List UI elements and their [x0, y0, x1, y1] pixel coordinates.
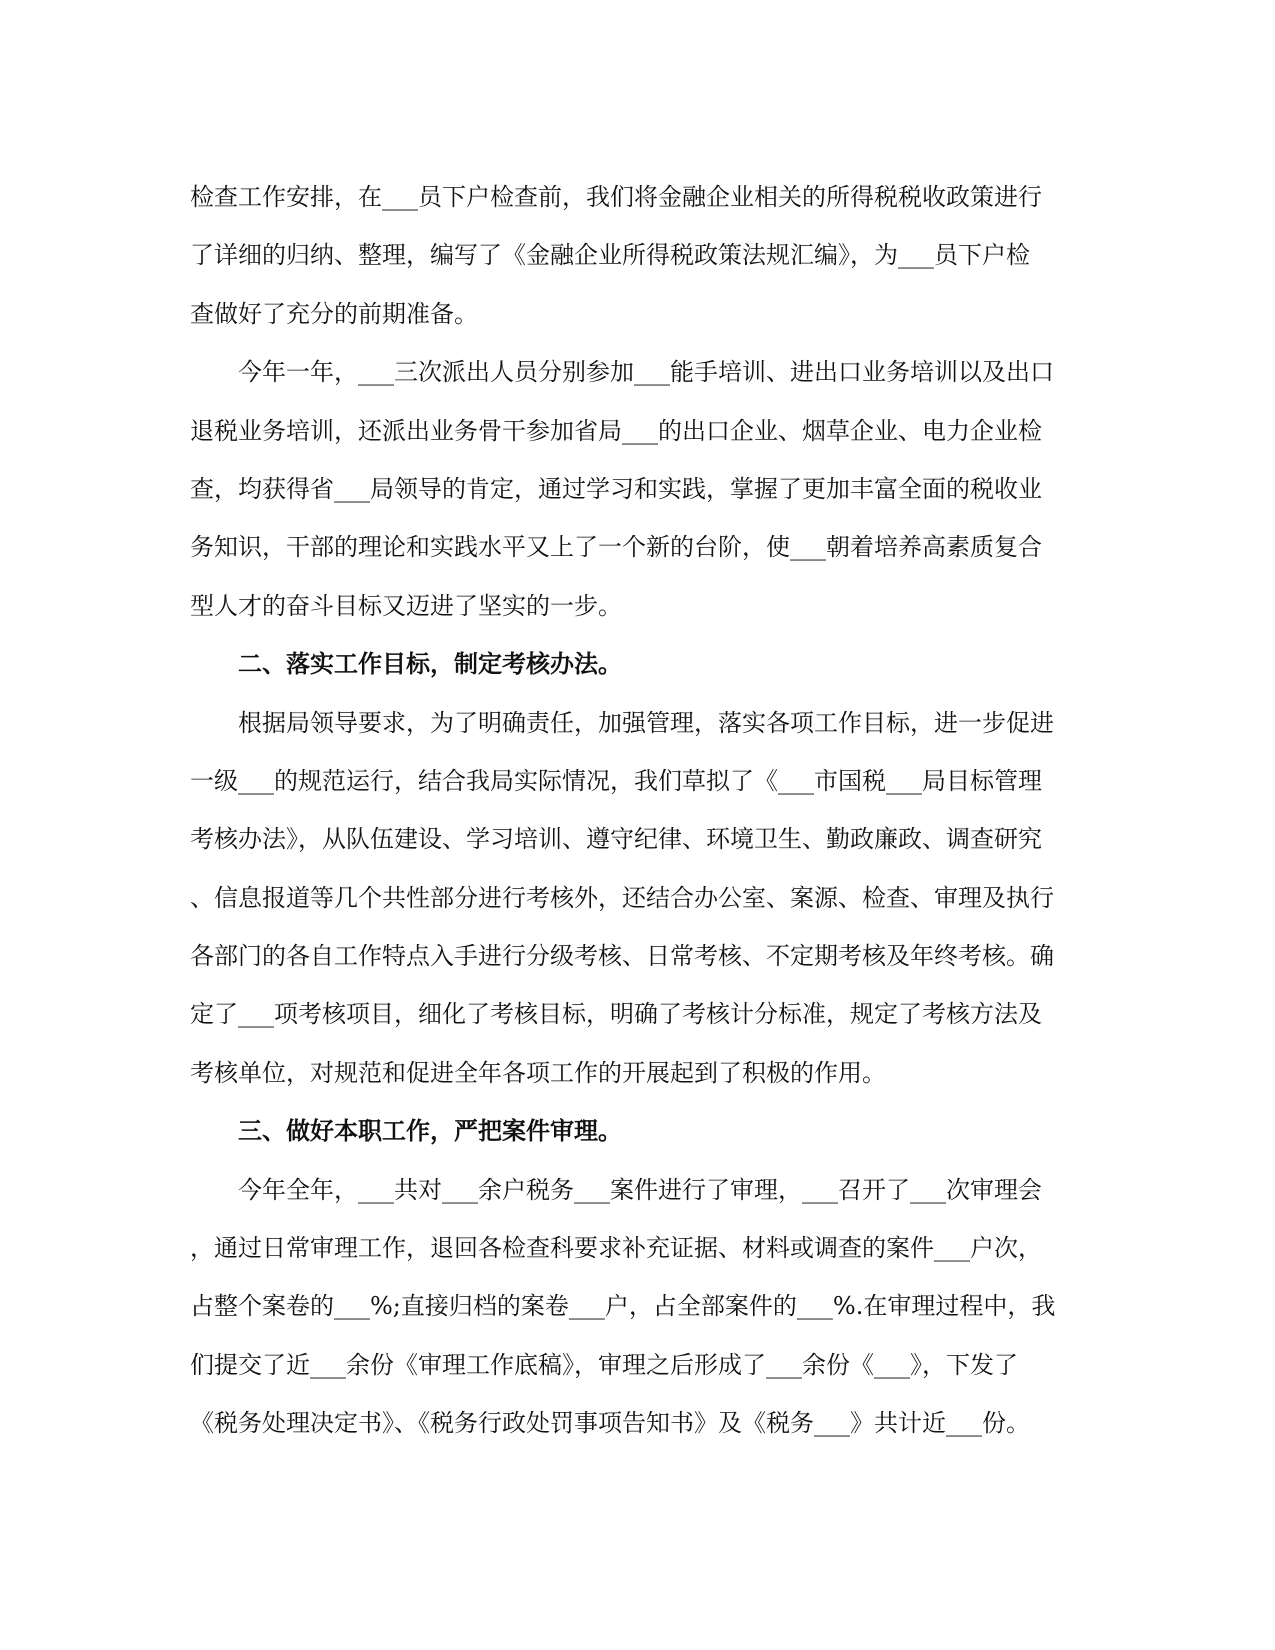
section-heading: 二、落实工作目标，制定考核办法。: [238, 649, 622, 679]
section-heading: 三、做好本职工作，严把案件审理。: [238, 1116, 622, 1146]
text-line: 《税务处理决定书》、《税务行政处罚事项告知书》及《税务___》共计近___份。: [190, 1409, 1030, 1438]
text-line: ，通过日常审理工作，退回各检查科要求补充证据、材料或调查的案件___户次，: [190, 1234, 1042, 1263]
paragraph-start-line: 今年全年，___共对___余户税务___案件进行了审理，___召开了___次审理会: [238, 1175, 1042, 1204]
text-line: 们提交了近___余份《审理工作底稿》，审理之后形成了___余份《___》，下发了: [190, 1350, 1018, 1379]
paragraph-start-line: 今年一年，___三次派出人员分别参加___能手培训、进出口业务培训以及出口: [238, 358, 1054, 387]
paragraph-start-line: 根据局领导要求，为了明确责任，加强管理，落实各项工作目标，进一步促进: [238, 708, 1054, 737]
text-line: 考核单位，对规范和促进全年各项工作的开展起到了积极的作用。: [190, 1058, 886, 1087]
text-line: 考核办法》，从队伍建设、学习培训、遵守纪律、环境卫生、勤政廉政、调查研究: [190, 825, 1042, 854]
text-line: 、信息报道等几个共性部分进行考核外，还结合办公室、案源、检查、审理及执行: [190, 883, 1054, 912]
text-line: 定了___项考核项目，细化了考核目标，明确了考核计分标准，规定了考核方法及: [190, 1000, 1042, 1029]
text-line: 查做好了充分的前期准备。: [190, 299, 478, 328]
text-line: 检查工作安排，在___员下户检查前，我们将金融企业相关的所得税税收政策进行: [190, 183, 1042, 211]
text-line: 型人才的奋斗目标又迈进了坚实的一步。: [190, 591, 622, 620]
text-line: 退税业务培训，还派出业务骨干参加省局___的出口企业、烟草企业、电力企业检: [190, 416, 1042, 445]
text-line: 务知识，干部的理论和实践水平又上了一个新的台阶，使___朝着培养高素质复合: [190, 533, 1042, 562]
document-body: [190, 168, 1090, 1453]
text-line: 各部门的各自工作特点入手进行分级考核、日常考核、不定期考核及年终考核。确: [190, 942, 1054, 971]
text-line: 查，均获得省___局领导的肯定，通过学习和实践，掌握了更加丰富全面的税收业: [190, 474, 1042, 503]
text-line: 了详细的归纳、整理，编写了《金融企业所得税政策法规汇编》，为___员下户检: [190, 241, 1030, 270]
text-line: 占整个案卷的___%;直接归档的案卷___户，占全部案件的___%.在审理过程中，我: [190, 1292, 1056, 1321]
text-line: 一级___的规范运行，结合我局实际情况，我们草拟了《___市国税___局目标管理: [190, 766, 1042, 795]
